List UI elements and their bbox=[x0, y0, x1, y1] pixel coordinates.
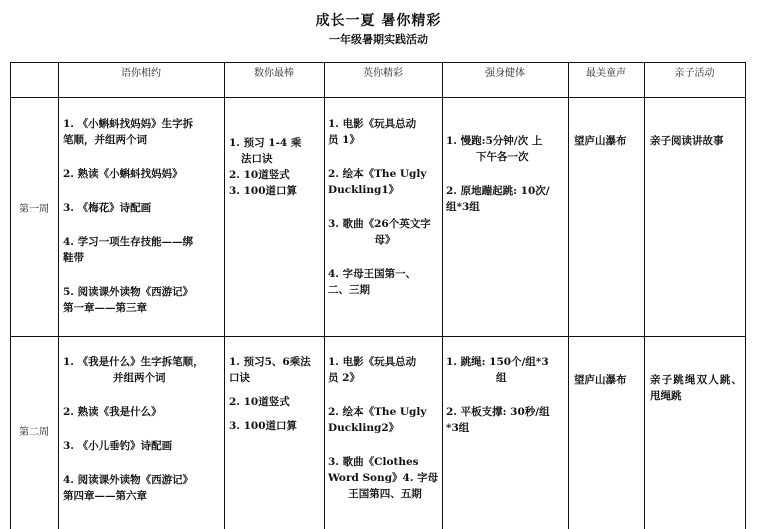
table-col-divider bbox=[644, 62, 645, 529]
document-title: 成长一夏 暑你精彩 bbox=[315, 13, 442, 29]
week2-song-text: 望庐山瀑布 bbox=[574, 374, 627, 386]
week2-sport-line: 2. 平板支撑: 30秒/组 bbox=[446, 406, 550, 418]
table-header-divider bbox=[10, 97, 746, 98]
week1-chinese-line: 笔顺，并组两个词 bbox=[63, 134, 147, 146]
week1-math-line: 2. 10道竖式 bbox=[229, 169, 290, 181]
week1-english-line: 1. 电影《玩具总动 bbox=[328, 118, 417, 130]
row-label-week2: 第二周 bbox=[19, 427, 49, 438]
week2-math-line: 1. 预习5、6乘法 bbox=[229, 356, 311, 368]
week2-chinese-line: 4. 阅读课外读物《西游记》 bbox=[63, 474, 194, 486]
table-border-top bbox=[10, 62, 746, 63]
week1-math-cell bbox=[229, 135, 323, 199]
table-row-divider bbox=[10, 336, 746, 337]
week1-english-line: 员 1》 bbox=[328, 134, 360, 146]
header-chinese: 语你相约 bbox=[121, 68, 161, 79]
header-math: 数你最棒 bbox=[254, 68, 294, 79]
week1-english-cell bbox=[328, 116, 442, 298]
week1-english-line: 母》 bbox=[374, 234, 396, 246]
week2-math-line: 口诀 bbox=[229, 372, 250, 384]
week2-song-cell bbox=[574, 372, 644, 388]
week2-english-line: 王国第四、五期 bbox=[348, 488, 422, 500]
row-label-week1: 第一周 bbox=[19, 204, 49, 215]
week1-sport-line: 下午各一次 bbox=[476, 151, 529, 163]
week2-sport-line: 1. 跳绳: 150个/组*3 bbox=[446, 356, 549, 368]
table-col-divider bbox=[58, 62, 59, 529]
week2-sport-line: *3组 bbox=[446, 422, 470, 434]
week2-sport-line: 组 bbox=[496, 372, 507, 384]
week1-english-line: Duckling1》 bbox=[328, 184, 400, 196]
week1-english-line: 4. 字母王国第一、 bbox=[328, 268, 417, 280]
week1-chinese-line: 1. 《小蝌蚪找妈妈》生字拆 bbox=[63, 118, 194, 130]
week2-english-line: 1. 电影《玩具总动 bbox=[328, 356, 417, 368]
week1-sport-cell bbox=[446, 133, 568, 215]
week2-chinese-line: 并组两个词 bbox=[113, 372, 166, 384]
table-col-divider bbox=[224, 62, 225, 529]
activity-table bbox=[10, 62, 746, 529]
table-col-divider bbox=[324, 62, 325, 529]
header-sport: 强身健体 bbox=[485, 68, 525, 79]
header-song: 最美童声 bbox=[586, 68, 626, 79]
week2-english-line: Duckling2》 bbox=[328, 422, 400, 434]
week2-english-line: 2. 绘本《The Ugly bbox=[328, 406, 427, 418]
week2-chinese-line: 2. 熟读《我是什么》 bbox=[63, 406, 162, 418]
week1-english-line: 2. 绘本《The Ugly bbox=[328, 168, 427, 180]
week2-english-line: Word Song》4. 字母 bbox=[328, 472, 439, 484]
week1-sport-line: 2. 原地蹦起跳: 10次/ bbox=[446, 185, 550, 197]
week1-sport-line: 1. 慢跑:5分钟/次 上 bbox=[446, 135, 543, 147]
table-border-left bbox=[10, 62, 11, 529]
week1-chinese-line: 第一章——第三章 bbox=[63, 302, 147, 314]
week2-math-line: 2. 10道竖式 bbox=[229, 396, 290, 408]
week2-chinese-line: 3. 《小儿垂钓》诗配画 bbox=[63, 440, 173, 452]
week2-chinese-cell bbox=[63, 354, 223, 504]
week1-song-text: 望庐山瀑布 bbox=[574, 135, 627, 147]
week1-math-line: 3. 100道口算 bbox=[229, 185, 298, 197]
week1-family-cell bbox=[650, 133, 745, 149]
week1-chinese-line: 3. 《梅花》诗配画 bbox=[63, 202, 152, 214]
week2-math-line: 3. 100道口算 bbox=[229, 420, 298, 432]
week1-chinese-line: 鞋带 bbox=[63, 252, 84, 264]
week2-english-cell bbox=[328, 354, 442, 502]
week1-family-text: 亲子阅读讲故事 bbox=[650, 135, 724, 147]
week1-chinese-line: 5. 阅读课外读物《西游记》 bbox=[63, 286, 194, 298]
table-border-right bbox=[745, 62, 746, 529]
week1-math-line: 法口诀 bbox=[241, 153, 273, 165]
document-subtitle: 一年级暑期实践活动 bbox=[329, 33, 428, 46]
week2-math-cell bbox=[229, 354, 323, 434]
week1-chinese-line: 2. 熟读《小蝌蚪找妈妈》 bbox=[63, 168, 183, 180]
week2-english-line: 员 2》 bbox=[328, 372, 360, 384]
week1-english-line: 二、三期 bbox=[328, 284, 370, 296]
week1-math-line: 1. 预习 1-4 乘 bbox=[229, 137, 302, 149]
week2-chinese-line: 1. 《我是什么》生字拆笔顺， bbox=[63, 356, 204, 368]
week1-sport-line: 组*3组 bbox=[446, 201, 480, 213]
week2-sport-cell bbox=[446, 354, 568, 436]
week1-song-cell bbox=[574, 133, 644, 149]
week2-english-line: 3. 歌曲《Clothes bbox=[328, 456, 419, 468]
table-col-divider bbox=[442, 62, 443, 529]
week2-family-cell bbox=[650, 372, 742, 404]
week1-english-line: 3. 歌曲《26个英文字 bbox=[328, 218, 431, 230]
week1-chinese-line: 4. 学习一项生存技能——绑 bbox=[63, 236, 194, 248]
week2-family-text: 亲子跳绳双人跳、甩绳跳 bbox=[650, 374, 742, 402]
header-family: 亲子活动 bbox=[674, 68, 715, 79]
table-col-divider bbox=[568, 62, 569, 529]
week2-chinese-line: 第四章——第六章 bbox=[63, 490, 147, 502]
header-english: 英你精彩 bbox=[363, 68, 403, 79]
week1-chinese-cell bbox=[63, 116, 223, 316]
